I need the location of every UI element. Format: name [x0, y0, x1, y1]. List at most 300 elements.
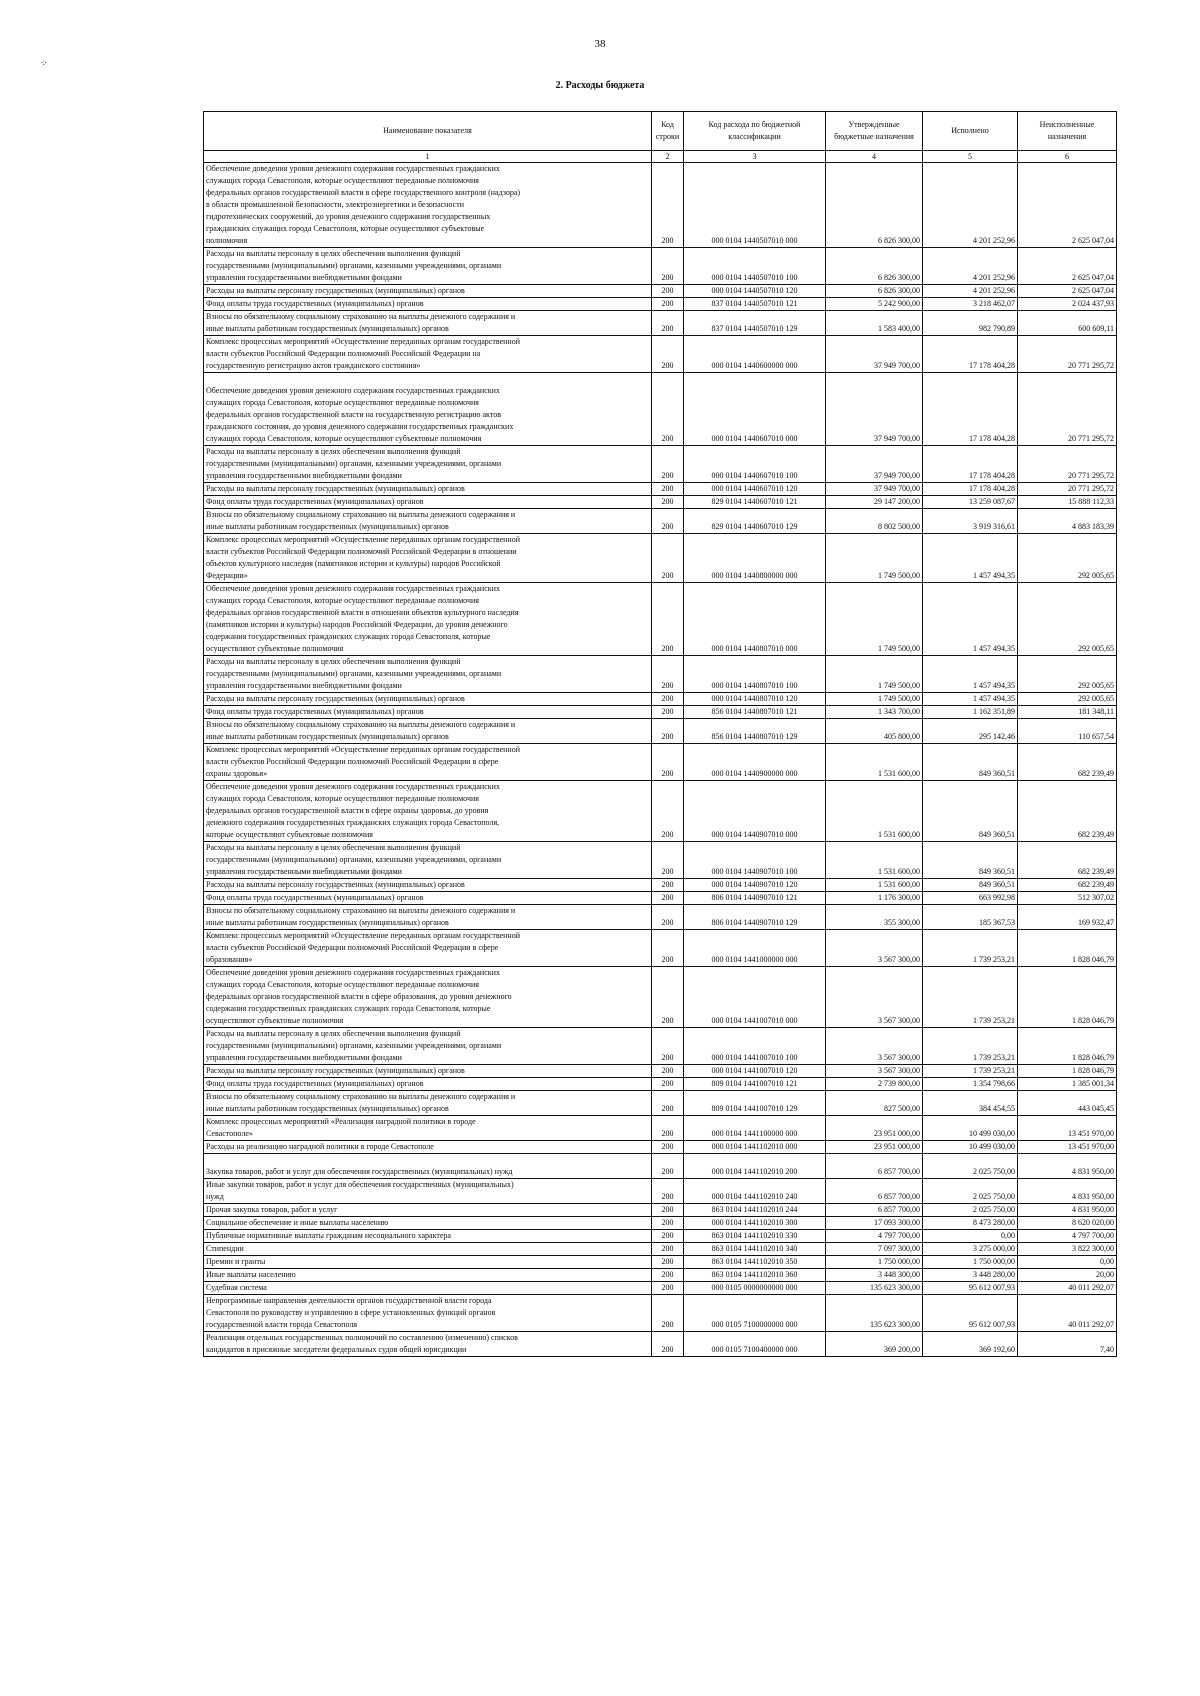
- row-line-code: 200: [652, 1154, 684, 1179]
- table-row: [204, 1269, 1117, 1282]
- column-number: 2: [652, 151, 684, 163]
- row-remaining: 1 828 046,79: [1018, 967, 1117, 1028]
- row-executed: 95 612 007,93: [923, 1282, 1018, 1295]
- row-remaining: 20,00: [1018, 1269, 1117, 1282]
- row-budget-code: 863 0104 1441102010 360: [684, 1269, 826, 1282]
- table-row: [204, 744, 1117, 781]
- row-approved: 135 623 300,00: [826, 1282, 923, 1295]
- table-row: [204, 483, 1117, 496]
- table-body: [204, 163, 1117, 1357]
- row-budget-code: 863 0104 1441102010 244: [684, 1204, 826, 1217]
- row-executed: 2 025 750,00: [923, 1154, 1018, 1179]
- row-line-code: 200: [652, 781, 684, 842]
- table-row: [204, 930, 1117, 967]
- row-name: Обеспечение доведения уровня денежного содержания государственных гражданских служащих города Севастополя, которые осуществляют переданные полномочия федеральных органов государственной власти в отношении объектов культурного наследия (памятников истории и культуры) народов Российской Федерации, до уровня денежного содержания государственных гражданских служащих города Севастополя, которые осуществляют субъектовые полномочия: [204, 583, 652, 656]
- row-budget-code: 000 0104 1440507010 120: [684, 285, 826, 298]
- row-executed: 4 201 252,96: [923, 163, 1018, 248]
- row-name: Взносы по обязательному социальному страхованию на выплаты денежного содержания и иные выплаты работникам государственных (муниципальных) органов: [204, 509, 652, 534]
- row-name: Расходы на выплаты персоналу в целях обеспечения выполнения функций государственными (муниципальными) органами, казенными учреждениями, органами управления государственными внебюджетными фондами: [204, 446, 652, 483]
- row-executed: 0,00: [923, 1230, 1018, 1243]
- table-row: [204, 905, 1117, 930]
- row-approved: 4 797 700,00: [826, 1230, 923, 1243]
- row-executed: 3 218 462,07: [923, 298, 1018, 311]
- row-executed: 1 739 253,21: [923, 1065, 1018, 1078]
- row-approved: 6 826 300,00: [826, 248, 923, 285]
- row-line-code: 200: [652, 248, 684, 285]
- row-executed: 2 025 750,00: [923, 1204, 1018, 1217]
- row-line-code: 200: [652, 1243, 684, 1256]
- row-name: Комплекс процессных мероприятий «Реализация наградной политики в городе Севастополе»: [204, 1116, 652, 1141]
- row-line-code: 200: [652, 483, 684, 496]
- row-line-code: 200: [652, 1332, 684, 1357]
- row-approved: 369 200,00: [826, 1332, 923, 1357]
- table-row: [204, 248, 1117, 285]
- table-row: [204, 336, 1117, 373]
- row-executed: 185 367,53: [923, 905, 1018, 930]
- row-line-code: 200: [652, 509, 684, 534]
- row-budget-code: 000 0104 1440807010 120: [684, 693, 826, 706]
- row-executed: 4 201 252,96: [923, 248, 1018, 285]
- row-approved: 135 623 300,00: [826, 1295, 923, 1332]
- table-row: [204, 1154, 1117, 1179]
- row-remaining: 15 888 112,33: [1018, 496, 1117, 509]
- row-approved: 6 826 300,00: [826, 163, 923, 248]
- row-executed: 849 360,51: [923, 781, 1018, 842]
- table-row: [204, 1116, 1117, 1141]
- table-row: [204, 373, 1117, 446]
- row-line-code: 200: [652, 285, 684, 298]
- row-executed: 3 448 280,00: [923, 1269, 1018, 1282]
- row-line-code: 200: [652, 1028, 684, 1065]
- row-name: Иные закупки товаров, работ и услуг для обеспечения государственных (муниципальных) нужд: [204, 1179, 652, 1204]
- row-remaining: 4 831 950,00: [1018, 1154, 1117, 1179]
- row-remaining: 20 771 295,72: [1018, 446, 1117, 483]
- row-executed: 3 919 316,61: [923, 509, 1018, 534]
- header-executed: Исполнено: [923, 112, 1018, 151]
- row-budget-code: 000 0104 1441007010 000: [684, 967, 826, 1028]
- row-name: Закупка товаров, работ и услуг для обеспечения государственных (муниципальных) нужд: [204, 1154, 652, 1179]
- row-name: Расходы на выплаты персоналу в целях обеспечения выполнения функций государственными (муниципальными) органами, казенными учреждениями, органами управления государственными внебюджетными фондами: [204, 842, 652, 879]
- row-budget-code: 863 0104 1441102010 340: [684, 1243, 826, 1256]
- column-number: 3: [684, 151, 826, 163]
- row-executed: 4 201 252,96: [923, 285, 1018, 298]
- row-executed: 1 739 253,21: [923, 1028, 1018, 1065]
- table-row: [204, 719, 1117, 744]
- row-name: Обеспечение доведения уровня денежного содержания государственных гражданских служащих города Севастополя, которые осуществляют переданные полномочия федеральных органов государственной власти в сфере охраны здоровья, до уровня денежного содержания государственных гражданских служащих города Севастополя, которые осуществляют субъектовые полномочия: [204, 781, 652, 842]
- row-name: Фонд оплаты труда государственных (муниципальных) органов: [204, 1078, 652, 1091]
- row-name: Прочая закупка товаров, работ и услуг: [204, 1204, 652, 1217]
- row-line-code: 200: [652, 1269, 684, 1282]
- row-name: Расходы на выплаты персоналу государственных (муниципальных) органов: [204, 879, 652, 892]
- row-line-code: 200: [652, 879, 684, 892]
- table-row: [204, 1065, 1117, 1078]
- row-budget-code: 000 0104 1440907010 100: [684, 842, 826, 879]
- row-executed: 13 259 087,67: [923, 496, 1018, 509]
- row-remaining: 20 771 295,72: [1018, 336, 1117, 373]
- table-row: [204, 285, 1117, 298]
- row-approved: 3 567 300,00: [826, 1065, 923, 1078]
- row-line-code: 200: [652, 892, 684, 905]
- row-line-code: 200: [652, 693, 684, 706]
- row-budget-code: 806 0104 1440907010 129: [684, 905, 826, 930]
- column-number: 6: [1018, 151, 1117, 163]
- row-budget-code: 000 0104 1440807010 000: [684, 583, 826, 656]
- row-line-code: 200: [652, 534, 684, 583]
- header-remaining: Неисполненные назначения: [1018, 112, 1117, 151]
- row-executed: 1 354 798,66: [923, 1078, 1018, 1091]
- row-line-code: 200: [652, 1179, 684, 1204]
- column-number-row: [204, 151, 1117, 163]
- table-row: [204, 1256, 1117, 1269]
- row-remaining: 4 831 950,00: [1018, 1179, 1117, 1204]
- row-remaining: 2 625 047,04: [1018, 248, 1117, 285]
- row-line-code: 200: [652, 1091, 684, 1116]
- row-name: Фонд оплаты труда государственных (муниципальных) органов: [204, 706, 652, 719]
- row-executed: 1 739 253,21: [923, 930, 1018, 967]
- row-remaining: 682 239,49: [1018, 781, 1117, 842]
- row-remaining: 8 620 020,00: [1018, 1217, 1117, 1230]
- row-approved: 1 749 500,00: [826, 534, 923, 583]
- row-budget-code: 863 0104 1441102010 330: [684, 1230, 826, 1243]
- row-budget-code: 000 0104 1440607010 120: [684, 483, 826, 496]
- row-executed: 95 612 007,93: [923, 1295, 1018, 1332]
- table-row: [204, 1282, 1117, 1295]
- row-approved: 1 750 000,00: [826, 1256, 923, 1269]
- row-budget-code: 000 0104 1441007010 120: [684, 1065, 826, 1078]
- table-header-row: [204, 112, 1117, 151]
- row-name: Расходы на выплаты персоналу в целях обеспечения выполнения функций государственными (муниципальными) органами, казенными учреждениями, органами управления государственными внебюджетными фондами: [204, 248, 652, 285]
- row-approved: 8 802 500,00: [826, 509, 923, 534]
- row-approved: 1 749 500,00: [826, 693, 923, 706]
- row-name: Фонд оплаты труда государственных (муниципальных) органов: [204, 298, 652, 311]
- row-approved: 3 567 300,00: [826, 930, 923, 967]
- row-name: Комплекс процессных мероприятий «Осуществление переданных органам государственной власти субъектов Российской Федерации полномочий Российской Федерации в сфере образования»: [204, 930, 652, 967]
- row-remaining: 2 024 437,93: [1018, 298, 1117, 311]
- row-remaining: 40 011 292,07: [1018, 1282, 1117, 1295]
- row-name: Фонд оплаты труда государственных (муниципальных) органов: [204, 496, 652, 509]
- row-approved: 3 448 300,00: [826, 1269, 923, 1282]
- row-remaining: 1 385 001,34: [1018, 1078, 1117, 1091]
- row-name: Премии и гранты: [204, 1256, 652, 1269]
- row-executed: 17 178 404,28: [923, 483, 1018, 496]
- table-row: [204, 1028, 1117, 1065]
- row-line-code: 200: [652, 311, 684, 336]
- row-budget-code: 856 0104 1440807010 121: [684, 706, 826, 719]
- row-remaining: 600 609,11: [1018, 311, 1117, 336]
- table-row: [204, 781, 1117, 842]
- row-line-code: 200: [652, 1065, 684, 1078]
- row-remaining: 169 932,47: [1018, 905, 1117, 930]
- row-name: Комплекс процессных мероприятий «Осуществление переданных органам государственной власти субъектов Российской Федерации полномочий Российской Федерации в сфере охраны здоровья»: [204, 744, 652, 781]
- row-remaining: 1 828 046,79: [1018, 930, 1117, 967]
- row-name: Расходы на выплаты персоналу в целях обеспечения выполнения функций государственными (муниципальными) органами, казенными учреждениями, органами управления государственными внебюджетными фондами: [204, 1028, 652, 1065]
- section-title: 2. Расходы бюджета: [555, 80, 645, 91]
- row-budget-code: 000 0104 1440600000 000: [684, 336, 826, 373]
- row-name: Взносы по обязательному социальному страхованию на выплаты денежного содержания и иные выплаты работникам государственных (муниципальных) органов: [204, 719, 652, 744]
- row-executed: 849 360,51: [923, 744, 1018, 781]
- row-line-code: 200: [652, 298, 684, 311]
- table-row: [204, 1295, 1117, 1332]
- row-executed: 10 499 030,00: [923, 1141, 1018, 1154]
- row-line-code: 200: [652, 373, 684, 446]
- row-budget-code: 829 0104 1440607010 129: [684, 509, 826, 534]
- row-line-code: 200: [652, 967, 684, 1028]
- table-row: [204, 892, 1117, 905]
- row-executed: 1 739 253,21: [923, 967, 1018, 1028]
- row-name: Взносы по обязательному социальному страхованию на выплаты денежного содержания и иные выплаты работникам государственных (муниципальных) органов: [204, 311, 652, 336]
- row-approved: 405 800,00: [826, 719, 923, 744]
- row-remaining: 13 451 970,00: [1018, 1116, 1117, 1141]
- table-row: [204, 1217, 1117, 1230]
- row-name: Комплекс процессных мероприятий «Осуществление переданных органам государственной власти субъектов Российской Федерации полномочий Российской Федерации на государственную регистрацию актов гражданского состояния»: [204, 336, 652, 373]
- table-row: [204, 298, 1117, 311]
- row-executed: 17 178 404,28: [923, 336, 1018, 373]
- row-approved: 37 949 700,00: [826, 483, 923, 496]
- row-executed: 1 457 494,35: [923, 583, 1018, 656]
- row-approved: 3 567 300,00: [826, 967, 923, 1028]
- header-line-code: Код строки: [652, 112, 684, 151]
- row-budget-code: 000 0104 1441007010 100: [684, 1028, 826, 1065]
- row-line-code: 200: [652, 1256, 684, 1269]
- row-budget-code: 837 0104 1440507010 129: [684, 311, 826, 336]
- row-name: Реализация отдельных государственных полномочий по составлению (изменению) списков кандидатов в присяжные заседатели федеральных судов общей юрисдикции: [204, 1332, 652, 1357]
- table-row: [204, 693, 1117, 706]
- row-budget-code: 000 0104 1440607010 000: [684, 373, 826, 446]
- row-line-code: 200: [652, 336, 684, 373]
- row-executed: 17 178 404,28: [923, 373, 1018, 446]
- row-executed: 663 992,98: [923, 892, 1018, 905]
- row-name: Социальное обеспечение и иные выплаты населению: [204, 1217, 652, 1230]
- row-budget-code: 809 0104 1441007010 121: [684, 1078, 826, 1091]
- row-line-code: 200: [652, 1116, 684, 1141]
- row-budget-code: 000 0104 1440907010 120: [684, 879, 826, 892]
- row-budget-code: 809 0104 1441007010 129: [684, 1091, 826, 1116]
- table-row: [204, 1230, 1117, 1243]
- row-approved: 355 300,00: [826, 905, 923, 930]
- row-approved: 23 951 000,00: [826, 1116, 923, 1141]
- row-executed: 1 162 351,89: [923, 706, 1018, 719]
- row-executed: 369 192,60: [923, 1332, 1018, 1357]
- row-executed: 2 025 750,00: [923, 1179, 1018, 1204]
- table-row: [204, 1204, 1117, 1217]
- row-budget-code: 000 0104 1440807010 100: [684, 656, 826, 693]
- row-remaining: 20 771 295,72: [1018, 373, 1117, 446]
- row-remaining: 292 005,65: [1018, 583, 1117, 656]
- row-budget-code: 000 0105 0000000000 000: [684, 1282, 826, 1295]
- table-row: [204, 656, 1117, 693]
- row-budget-code: 000 0105 7100000000 000: [684, 1295, 826, 1332]
- row-name: Публичные нормативные выплаты гражданам несоциального характера: [204, 1230, 652, 1243]
- row-name: Судебная система: [204, 1282, 652, 1295]
- row-budget-code: 000 0104 1440800000 000: [684, 534, 826, 583]
- table-row: [204, 311, 1117, 336]
- table-row: [204, 583, 1117, 656]
- row-remaining: 682 239,49: [1018, 842, 1117, 879]
- row-budget-code: 837 0104 1440507010 121: [684, 298, 826, 311]
- row-approved: 1 531 600,00: [826, 744, 923, 781]
- row-executed: 849 360,51: [923, 879, 1018, 892]
- row-line-code: 200: [652, 1230, 684, 1243]
- row-budget-code: 806 0104 1440907010 121: [684, 892, 826, 905]
- row-executed: 17 178 404,28: [923, 446, 1018, 483]
- row-name: Непрограммные направления деятельности органов государственной власти города Севастополя по руководству и управлению в сфере установленных функций органов государственной власти города Севастополя: [204, 1295, 652, 1332]
- table-row: [204, 1179, 1117, 1204]
- row-executed: 8 473 280,00: [923, 1217, 1018, 1230]
- row-approved: 29 147 200,00: [826, 496, 923, 509]
- table-row: [204, 842, 1117, 879]
- row-budget-code: 829 0104 1440607010 121: [684, 496, 826, 509]
- header-approved: Утвержденные бюджетные назначения: [826, 112, 923, 151]
- header-indicator-name: Наименование показателя: [204, 112, 652, 151]
- row-remaining: 682 239,49: [1018, 879, 1117, 892]
- row-name: Расходы на выплаты персоналу государственных (муниципальных) органов: [204, 1065, 652, 1078]
- row-approved: 2 739 800,00: [826, 1078, 923, 1091]
- table-row: [204, 509, 1117, 534]
- row-line-code: 200: [652, 446, 684, 483]
- row-budget-code: 000 0105 7100400000 000: [684, 1332, 826, 1357]
- column-number: 4: [826, 151, 923, 163]
- row-budget-code: 000 0104 1440507010 000: [684, 163, 826, 248]
- row-budget-code: 000 0104 1440900000 000: [684, 744, 826, 781]
- table-row: [204, 496, 1117, 509]
- row-remaining: 20 771 295,72: [1018, 483, 1117, 496]
- row-approved: 7 097 300,00: [826, 1243, 923, 1256]
- row-budget-code: 863 0104 1441102010 350: [684, 1256, 826, 1269]
- row-remaining: 512 307,02: [1018, 892, 1117, 905]
- row-approved: 6 857 700,00: [826, 1154, 923, 1179]
- table-row: [204, 1141, 1117, 1154]
- row-remaining: 292 005,65: [1018, 534, 1117, 583]
- row-name: Расходы на выплаты персоналу государственных (муниципальных) органов: [204, 483, 652, 496]
- row-executed: 1 750 000,00: [923, 1256, 1018, 1269]
- table-row: [204, 534, 1117, 583]
- table-row: [204, 706, 1117, 719]
- row-approved: 1 749 500,00: [826, 583, 923, 656]
- row-remaining: 3 822 300,00: [1018, 1243, 1117, 1256]
- table-row: [204, 1078, 1117, 1091]
- row-remaining: 0,00: [1018, 1256, 1117, 1269]
- row-budget-code: 000 0104 1441102010 000: [684, 1141, 826, 1154]
- row-budget-code: 000 0104 1441000000 000: [684, 930, 826, 967]
- row-executed: 1 457 494,35: [923, 693, 1018, 706]
- row-budget-code: 000 0104 1440607010 100: [684, 446, 826, 483]
- row-executed: 3 275 000,00: [923, 1243, 1018, 1256]
- row-line-code: 200: [652, 744, 684, 781]
- row-remaining: 4 831 950,00: [1018, 1204, 1117, 1217]
- row-approved: 1 343 700,00: [826, 706, 923, 719]
- row-approved: 23 951 000,00: [826, 1141, 923, 1154]
- table-row: [204, 879, 1117, 892]
- row-name: Фонд оплаты труда государственных (муниципальных) органов: [204, 892, 652, 905]
- column-number: 1: [204, 151, 652, 163]
- row-remaining: 110 657,54: [1018, 719, 1117, 744]
- row-name: Расходы на выплаты персоналу государственных (муниципальных) органов: [204, 693, 652, 706]
- row-name: Расходы на реализацию наградной политики в городе Севастополе: [204, 1141, 652, 1154]
- row-line-code: 200: [652, 905, 684, 930]
- row-approved: 6 826 300,00: [826, 285, 923, 298]
- row-approved: 6 857 700,00: [826, 1179, 923, 1204]
- row-approved: 827 500,00: [826, 1091, 923, 1116]
- row-executed: 295 142,46: [923, 719, 1018, 744]
- table-row: [204, 446, 1117, 483]
- row-line-code: 200: [652, 719, 684, 744]
- table-row: [204, 967, 1117, 1028]
- page-number: 38: [594, 38, 606, 50]
- row-approved: 1 583 400,00: [826, 311, 923, 336]
- row-name: Иные выплаты населению: [204, 1269, 652, 1282]
- column-number: 5: [923, 151, 1018, 163]
- row-approved: 6 857 700,00: [826, 1204, 923, 1217]
- row-remaining: 40 011 292,07: [1018, 1295, 1117, 1332]
- row-remaining: 4 797 700,00: [1018, 1230, 1117, 1243]
- row-budget-code: 000 0104 1441102010 300: [684, 1217, 826, 1230]
- row-approved: 37 949 700,00: [826, 336, 923, 373]
- row-line-code: 200: [652, 1282, 684, 1295]
- row-line-code: 200: [652, 842, 684, 879]
- row-budget-code: 000 0104 1440907010 000: [684, 781, 826, 842]
- row-approved: 3 567 300,00: [826, 1028, 923, 1065]
- row-name: Стипендии: [204, 1243, 652, 1256]
- row-remaining: 7,40: [1018, 1332, 1117, 1357]
- row-name: Обеспечение доведения уровня денежного содержания государственных гражданских служащих города Севастополя, которые осуществляют переданные полномочия федеральных органов государственной власти на государственную регистрацию актов гражданского состояния, до уровня денежного содержания государственных гражданских служащих города Севастополя, которые осуществляют субъектовые полномочия: [204, 373, 652, 446]
- table-row: [204, 1332, 1117, 1357]
- row-remaining: 1 828 046,79: [1018, 1028, 1117, 1065]
- row-remaining: 181 348,11: [1018, 706, 1117, 719]
- row-line-code: 200: [652, 1295, 684, 1332]
- row-line-code: 200: [652, 1141, 684, 1154]
- row-remaining: 443 045,45: [1018, 1091, 1117, 1116]
- row-executed: 1 457 494,35: [923, 534, 1018, 583]
- row-executed: 10 499 030,00: [923, 1116, 1018, 1141]
- corner-mark: ⁘: [40, 58, 48, 68]
- row-name: Взносы по обязательному социальному страхованию на выплаты денежного содержания и иные выплаты работникам государственных (муниципальных) органов: [204, 1091, 652, 1116]
- row-line-code: 200: [652, 1217, 684, 1230]
- row-approved: 1 749 500,00: [826, 656, 923, 693]
- row-remaining: 2 625 047,04: [1018, 285, 1117, 298]
- row-line-code: 200: [652, 1204, 684, 1217]
- row-approved: 37 949 700,00: [826, 373, 923, 446]
- row-line-code: 200: [652, 163, 684, 248]
- table-row: [204, 163, 1117, 248]
- header-budget-code: Код расхода по бюджетной классификации: [684, 112, 826, 151]
- row-name: Обеспечение доведения уровня денежного содержания государственных гражданских служащих города Севастополя, которые осуществляют переданные полномочия федеральных органов государственной власти в сфере образования, до уровня денежного содержания государственных гражданских служащих города Севастополя, которые осуществляют субъектовые полномочия: [204, 967, 652, 1028]
- row-remaining: 2 625 047,04: [1018, 163, 1117, 248]
- row-remaining: 682 239,49: [1018, 744, 1117, 781]
- row-name: Расходы на выплаты персоналу в целях обеспечения выполнения функций государственными (муниципальными) органами, казенными учреждениями, органами управления государственными внебюджетными фондами: [204, 656, 652, 693]
- row-budget-code: 856 0104 1440807010 129: [684, 719, 826, 744]
- row-line-code: 200: [652, 656, 684, 693]
- row-remaining: 292 005,65: [1018, 693, 1117, 706]
- row-executed: 982 790,89: [923, 311, 1018, 336]
- row-approved: 17 093 300,00: [826, 1217, 923, 1230]
- row-budget-code: 000 0104 1441100000 000: [684, 1116, 826, 1141]
- row-approved: 1 531 600,00: [826, 842, 923, 879]
- row-executed: 384 454,55: [923, 1091, 1018, 1116]
- row-budget-code: 000 0104 1441102010 240: [684, 1179, 826, 1204]
- budget-expenses-table: [203, 111, 1117, 1357]
- row-executed: 1 457 494,35: [923, 656, 1018, 693]
- row-name: Комплекс процессных мероприятий «Осуществление переданных органам государственной власти субъектов Российской Федерации полномочий Российской Федерации в отношении объектов культурного наследия (памятников истории и культуры) народов Российской Федерации»: [204, 534, 652, 583]
- row-approved: 5 242 900,00: [826, 298, 923, 311]
- row-name: Расходы на выплаты персоналу государственных (муниципальных) органов: [204, 285, 652, 298]
- row-line-code: 200: [652, 583, 684, 656]
- row-approved: 1 176 300,00: [826, 892, 923, 905]
- row-executed: 849 360,51: [923, 842, 1018, 879]
- row-budget-code: 000 0104 1440507010 100: [684, 248, 826, 285]
- row-remaining: 292 005,65: [1018, 656, 1117, 693]
- table-row: [204, 1091, 1117, 1116]
- row-approved: 1 531 600,00: [826, 879, 923, 892]
